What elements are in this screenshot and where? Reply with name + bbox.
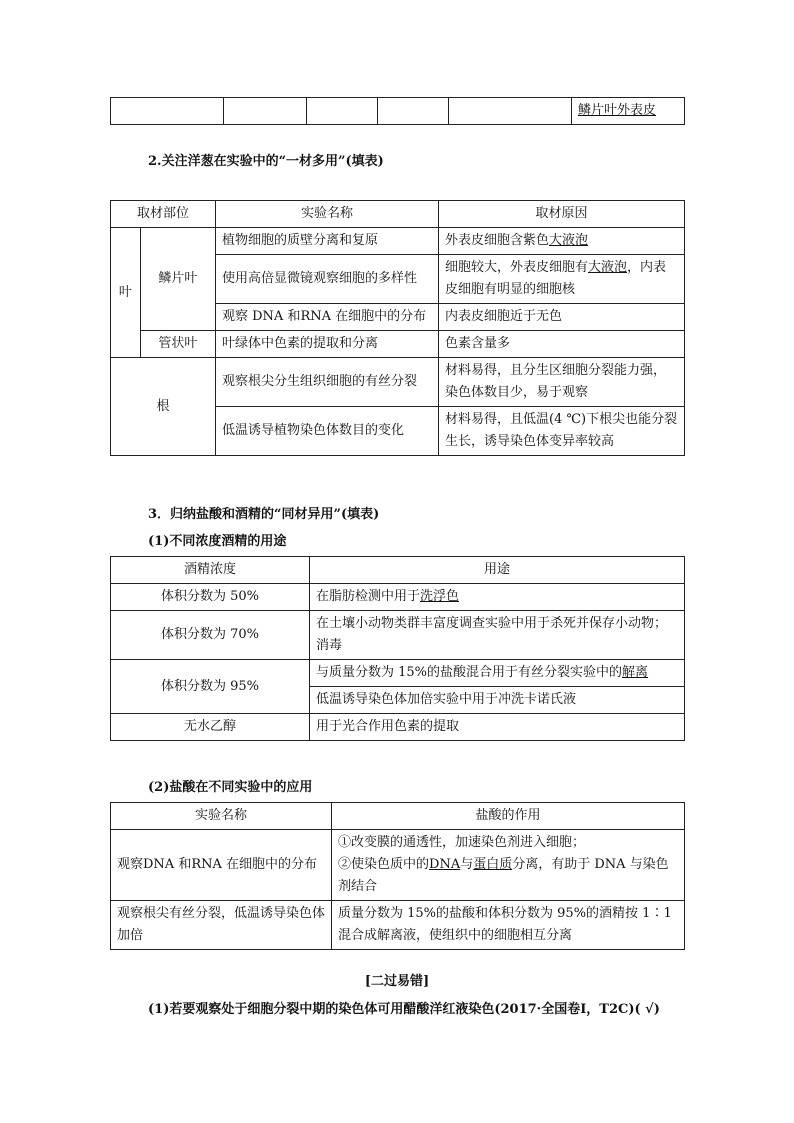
reason: 色素含量多 — [439, 331, 685, 358]
header-part: 取材部位 — [111, 201, 216, 228]
reason: 材料易得，且低温(4 ℃)下根尖也能分裂生长，诱导染色体变异率较高 — [439, 407, 685, 456]
header-experiment: 实验名称 — [216, 201, 439, 228]
empty-cell — [378, 98, 449, 125]
concentration: 体积分数为 50% — [111, 584, 310, 611]
hcl-table — [110, 802, 685, 950]
experiment-name: 植物细胞的质壁分离和复原 — [216, 228, 439, 255]
section3-sub2: (2)盐酸在不同实验中的应用 — [148, 780, 313, 795]
use: 低温诱导染色体加倍实验中用于冲洗卡诺氏液 — [310, 687, 685, 714]
scale-leaf-label: 鳞片叶 — [140, 228, 215, 331]
experiment-name: 观察根尖分生组织细胞的有丝分裂 — [216, 358, 439, 407]
experiment-name: 低温诱导植物染色体数目的变化 — [216, 407, 439, 456]
error-heading: [二过易错] — [364, 974, 430, 989]
hcl-role: ①改变膜的通透性，加速染色剂进入细胞； ②使染色质中的DNA与蛋白质分离，有助于 DNA 与染色剂结合 — [332, 830, 685, 901]
experiment-name: 叶绿体中色素的提取和分离 — [216, 331, 439, 358]
experiment-name: 观察 DNA 和RNA 在细胞中的分布 — [216, 304, 439, 331]
empty-cell — [224, 98, 307, 125]
outer-epidermis-cell: 鳞片叶外表皮 — [572, 98, 685, 125]
header-use: 用途 — [310, 557, 685, 584]
hcl-role: 质量分数为 15%的盐酸和体积分数为 95%的酒精按 1∶1 混合成解离液，使组织中的细胞相互分离 — [332, 901, 685, 950]
reason: 内表皮细胞近于无色 — [439, 304, 685, 331]
onion-table — [110, 200, 685, 456]
concentration: 体积分数为 70% — [111, 611, 310, 660]
concentration: 体积分数为 95% — [111, 660, 310, 714]
concentration: 无水乙醇 — [111, 714, 310, 741]
section2-title: 2.关注洋葱在实验中的“一材多用”(填表) — [148, 154, 384, 169]
empty-cell — [307, 98, 378, 125]
root-label: 根 — [111, 358, 216, 456]
experiment-name: 观察DNA 和RNA 在细胞中的分布 — [111, 830, 332, 901]
alcohol-table — [110, 556, 685, 741]
empty-cell — [449, 98, 572, 125]
leaf-label: 叶 — [111, 228, 141, 358]
reason: 细胞较大，外表皮细胞有大液泡，内表皮细胞有明显的细胞核 — [439, 255, 685, 304]
error-item-1: (1)若要观察处于细胞分裂中期的染色体可用醋酸洋红液染色(2017·全国卷Ⅰ，T2C)( √) — [148, 1002, 660, 1017]
header-hcl-role: 盐酸的作用 — [332, 803, 685, 830]
experiment-name: 使用高倍显微镜观察细胞的多样性 — [216, 255, 439, 304]
use: 在土壤小动物类群丰富度调查实验中用于杀死并保存小动物；消毒 — [310, 611, 685, 660]
top-table-fragment — [110, 97, 685, 125]
reason: 外表皮细胞含紫色大液泡 — [439, 228, 685, 255]
header-reason: 取材原因 — [439, 201, 685, 228]
experiment-name: 观察根尖有丝分裂，低温诱导染色体加倍 — [111, 901, 332, 950]
use: 在脂肪检测中用于洗浮色 — [310, 584, 685, 611]
use: 与质量分数为 15%的盐酸混合用于有丝分裂实验中的解离 — [310, 660, 685, 687]
header-experiment: 实验名称 — [111, 803, 332, 830]
section3-sub1: (1)不同浓度酒精的用途 — [148, 534, 287, 549]
header-concentration: 酒精浓度 — [111, 557, 310, 584]
reason: 材料易得，且分生区细胞分裂能力强，染色体数目少，易于观察 — [439, 358, 685, 407]
empty-cell — [111, 98, 224, 125]
use: 用于光合作用色素的提取 — [310, 714, 685, 741]
tube-leaf-label: 管状叶 — [140, 331, 215, 358]
section3-title: 3．归纳盐酸和酒精的“同材异用”(填表) — [148, 507, 380, 522]
